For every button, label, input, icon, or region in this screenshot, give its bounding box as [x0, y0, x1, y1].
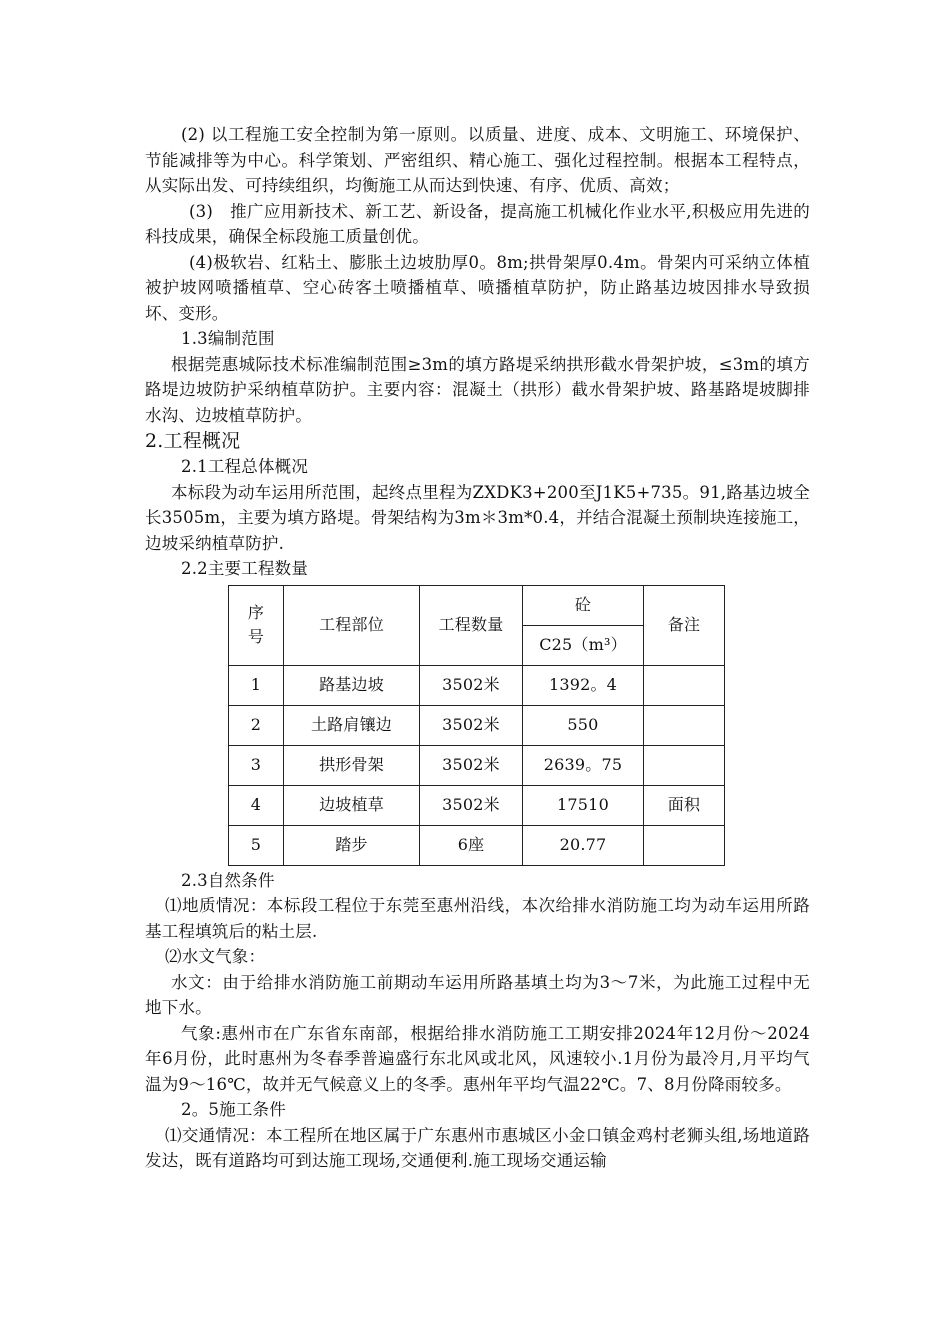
cell-qty: 6座 [420, 825, 523, 865]
cell-seq: 4 [229, 785, 284, 825]
cell-c25: 2639。75 [523, 745, 644, 785]
paragraph-principle-3: (3) 推广应用新技术、新工艺、新设备，提高施工机械化作业水平,积极应用先进的科技成果，确保全标段施工质量创优。 [145, 201, 810, 246]
cell-c25: 20.77 [523, 825, 644, 865]
paragraph-scope: 根据莞惠城际技术标准编制范围≥3m的填方路堤采纳拱形截水骨架护坡，≤3m的填方路堤边坡防护采纳植草防护。主要内容：混凝土（拱形）截水骨架护坡、路基路堤坡脚排水沟、边坡植草防护。 [145, 354, 810, 425]
cell-remark [644, 745, 725, 785]
header-qty: 工程数量 [420, 585, 523, 665]
cell-c25: 550 [523, 705, 644, 745]
header-concrete: 砼 [523, 585, 644, 625]
paragraph-principle-4: (4)极软岩、红粘土、膨胀土边坡肋厚0。8m;拱骨架厚0.4m。骨架内可采纳立体植被护坡网喷播植草、空心砖客土喷播植草、喷播植草防护，防止路基边坡因排水导致损坏、变形。 [145, 252, 810, 323]
cell-part: 路基边坡 [284, 665, 420, 705]
heading-general: 2.1工程总体概况 [181, 457, 309, 476]
document-page [145, 122, 810, 1174]
table-row [229, 665, 725, 705]
table-row [229, 705, 725, 745]
paragraph-general: 本标段为动车运用所范围，起终点里程为ZXDK3+200至J1K5+735。91,路基边坡全长3505m，主要为填方路堤。骨架结构为3m＊3m*0.4，并结合混凝土预制块连接施工，边坡采纳植草防护. [145, 482, 810, 553]
heading-quantity: 2.2主要工程数量 [181, 559, 309, 578]
paragraph-climate: 气象:惠州市在广东省东南部，根据给排水消防施工工期安排2024年12月份～2024年6月份，此时惠州为冬春季普遍盛行东北风或北风，风速较小.1月份为最冷月,月平均气温为9～16℃，故并无气候意义上的冬季。惠州年平均气温22℃。7、8月份降雨较多。 [145, 1023, 810, 1094]
header-remark: 备注 [644, 585, 725, 665]
cell-seq: 3 [229, 745, 284, 785]
heading-natural: 2.3自然条件 [181, 870, 275, 890]
cell-seq: 2 [229, 705, 284, 745]
cell-seq: 5 [229, 825, 284, 865]
cell-remark: 面积 [644, 785, 725, 825]
cell-remark [644, 705, 725, 745]
table-row [229, 825, 725, 865]
table-row [229, 785, 725, 825]
header-part: 工程部位 [284, 585, 420, 665]
paragraph-traffic: ⑴交通情况：本工程所在地区属于广东惠州市惠城区小金口镇金鸡村老狮头组,场地道路发达，既有道路均可到达施工现场,交通便利.施工现场交通运输 [145, 1125, 810, 1170]
table-header-row [229, 585, 725, 625]
cell-remark [644, 825, 725, 865]
cell-seq: 1 [229, 665, 284, 705]
quantity-table [228, 585, 725, 866]
paragraph-principle-2: (2) 以工程施工安全控制为第一原则。以质量、进度、成本、文明施工、环境保护、节能减排等为中心。科学策划、严密组织、精心施工、强化过程控制。根据本工程特点，从实际出发、可持续组织，均衡施工从而达到快速、有序、优质、高效； [145, 125, 810, 195]
cell-qty: 3502米 [420, 705, 523, 745]
cell-part: 拱形骨架 [284, 745, 420, 785]
header-c25: C25（m³） [523, 625, 644, 665]
paragraph-geology: ⑴地质情况：本标段工程位于东莞至惠州沿线，本次给排水消防施工均为动车运用所路基工程填筑后的粘土层. [145, 896, 810, 941]
cell-c25: 17510 [523, 785, 644, 825]
heading-scope: 1.3编制范围 [181, 329, 275, 348]
cell-c25: 1392。4 [523, 665, 644, 705]
heading-construction: 2。5施工条件 [181, 1100, 286, 1119]
table-row [229, 745, 725, 785]
cell-qty: 3502米 [420, 785, 523, 825]
cell-qty: 3502米 [420, 745, 523, 785]
paragraph-hydro-title: ⑵水文气象： [165, 947, 266, 966]
heading-overview: 2.工程概况 [145, 430, 241, 452]
cell-qty: 3502米 [420, 665, 523, 705]
cell-part: 土路肩镶边 [284, 705, 420, 745]
cell-remark [644, 665, 725, 705]
cell-part: 边坡植草 [284, 785, 420, 825]
paragraph-hydro: 水文：由于给排水消防施工前期动车运用所路基填土均为3～7米，为此施工过程中无地下水。 [145, 972, 810, 1017]
header-seq: 序号 [229, 585, 284, 665]
cell-part: 踏步 [284, 825, 420, 865]
